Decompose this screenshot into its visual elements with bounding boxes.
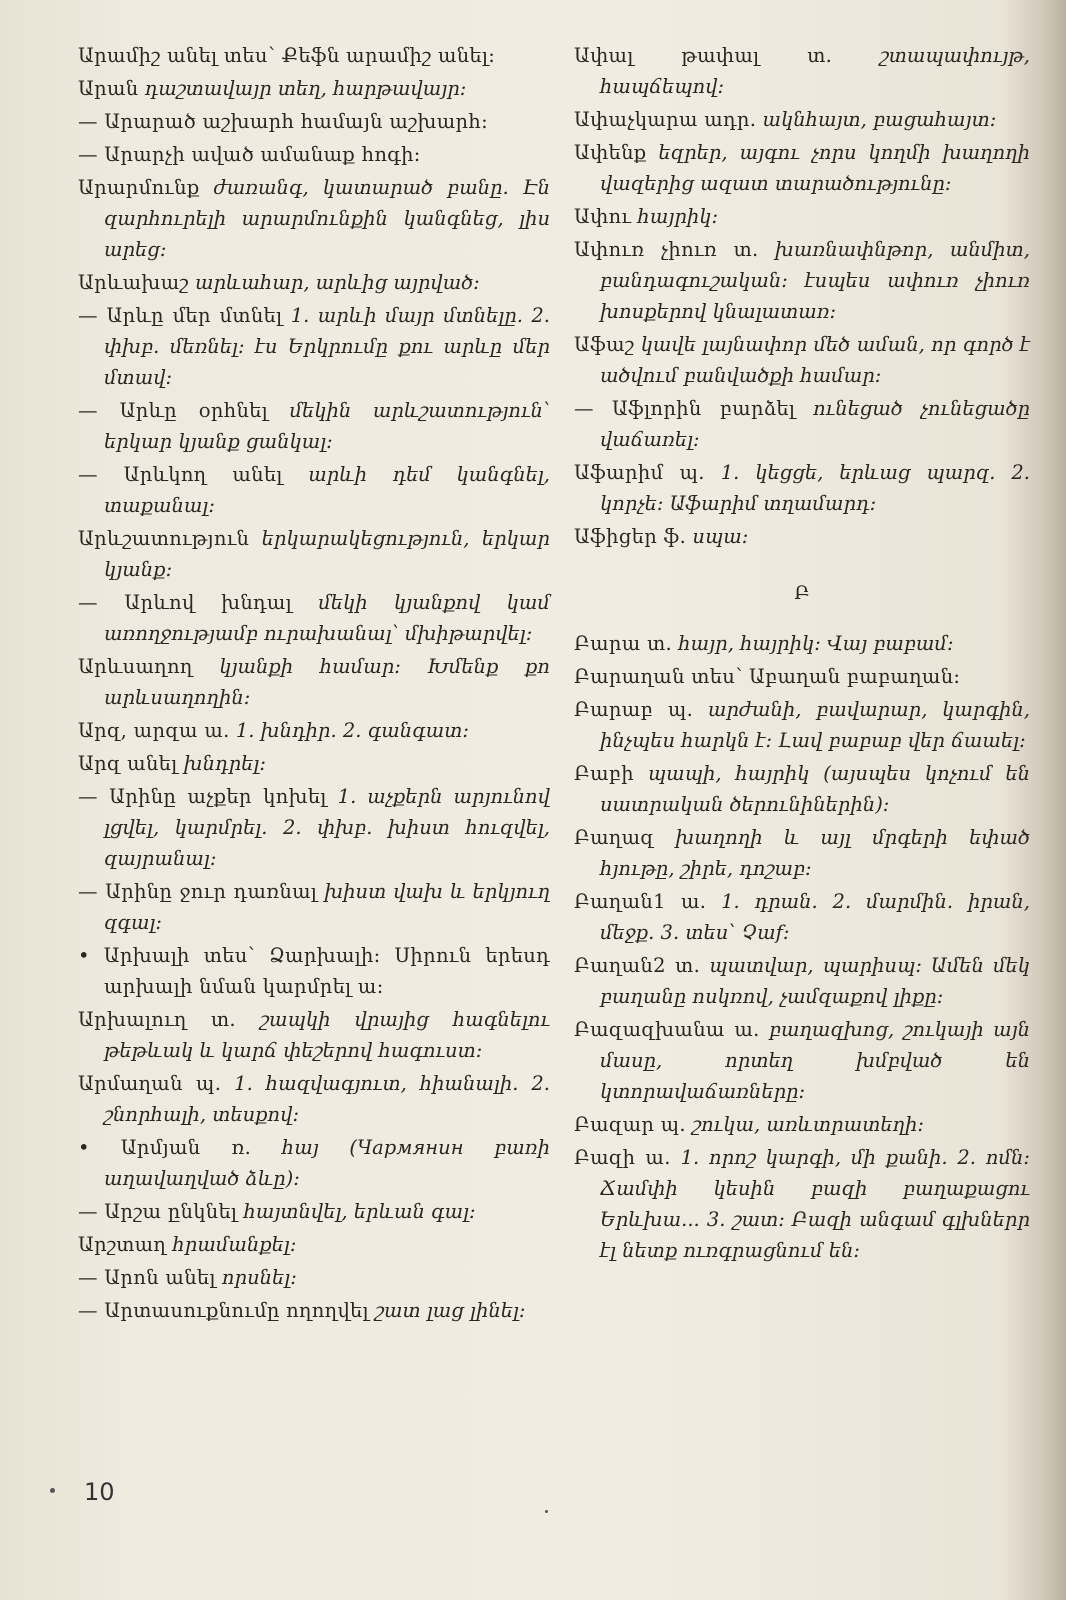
dictionary-entry <box>78 40 550 71</box>
dictionary-entry <box>78 73 550 104</box>
letter-section-heading: Բ <box>794 582 810 604</box>
dictionary-entry <box>574 694 1030 756</box>
dictionary-entry <box>78 651 550 713</box>
entry-definition: 1. խնդիր. 2. գանգատ: <box>235 719 469 742</box>
speck <box>545 1510 548 1513</box>
dictionary-entry <box>574 457 1030 519</box>
dictionary-entry <box>574 1109 1030 1140</box>
entry-headword: — Արինը աչքեր կոխել <box>78 785 327 808</box>
entry-definition: շուկա, առևտրատեղի: <box>692 1113 924 1136</box>
entry-definition: երկարակեցություն, երկար կյանք: <box>104 527 550 581</box>
page-number: 10 <box>84 1478 115 1506</box>
entry-headword: Բարաբ պ. <box>574 698 694 721</box>
dictionary-entry <box>78 1004 550 1066</box>
dictionary-entry <box>78 1229 550 1260</box>
entry-headword: — Արևը մեր մտնել <box>78 304 283 327</box>
entry-headword: Բազի ա. <box>574 1146 671 1169</box>
entry-headword: Բաղազ <box>574 826 655 849</box>
entry-headword: Բազազխանա ա. <box>574 1018 760 1041</box>
entry-definition: 1. հազվագյուտ, հիանալի. 2. շնորհալի, տեսքով: <box>104 1072 550 1126</box>
entry-headword: — Արևով խնդալ <box>78 591 292 614</box>
dictionary-entry <box>574 1014 1030 1107</box>
entry-definition: եզրեր, այգու չորս կողմի խաղողի վազերից ազատ տարածությունը: <box>600 141 1031 195</box>
entry-definition: ունեցած չունեցածը վաճառել: <box>600 397 1030 451</box>
entry-headword: — Արինը ջուր դառնալ <box>78 880 318 903</box>
entry-definition: 1. աչքերն արյունով լցվել, կարմրել. 2. փխբ. խիստ հուզվել, զայրանալ: <box>104 785 550 870</box>
entry-headword: — Աֆլորին բարձել <box>574 397 796 420</box>
dictionary-entry <box>78 715 550 746</box>
dictionary-entry <box>78 1295 550 1326</box>
entry-headword: Բարա տ. <box>574 632 673 655</box>
entry-definition: խիստ վախ և երկյուղ զգալ: <box>104 880 551 934</box>
dictionary-entry <box>574 40 1030 102</box>
entry-definition: մեկին արևշատություն՝ երկար կյանք ցանկալ: <box>104 399 550 453</box>
entry-definition: կավե լայնափոր մեծ աման, որ գործ է ածվում բանվածքի համար: <box>600 333 1030 387</box>
entry-definition: ժառանգ, կատարած բանը. Էն զարհուրելի արարմունքին կանգնեց, լիս արեց: <box>104 176 550 261</box>
entry-headword: — Արտասուքնումը ողողվել <box>78 1299 369 1322</box>
entry-definition: սպա: <box>692 525 749 548</box>
margin-dot <box>50 1488 55 1493</box>
entry-headword: Արևախաշ <box>78 271 189 294</box>
dictionary-entry <box>78 459 550 521</box>
entry-definition: 1. կեցցե, երևաց պարզ. 2. կորչե: Աֆարիմ տղամարդ: <box>600 461 1030 515</box>
dictionary-entry <box>574 521 1030 552</box>
entry-headword: Ափալ թափալ տ. <box>574 44 833 67</box>
dictionary-entry <box>78 748 550 779</box>
dictionary-entry <box>78 1262 550 1293</box>
entry-definition: կյանքի համար: Խմենք քո արևսաղողին: <box>104 655 550 709</box>
dictionary-entry <box>78 395 550 457</box>
entry-definition: մեկի կյանքով կամ առողջությամբ ուրախանալ՝ մխիթարվել: <box>104 591 550 645</box>
entry-definition: արևի դեմ կանգնել, տաքանալ: <box>104 463 550 517</box>
entry-definition: հայր, հայրիկ: Վայ բաբամ: <box>678 632 954 655</box>
entry-definition: արժանի, բավարար, կարգին, ինչպես հարկն է: Լավ բաբաբ վեր ճաաել: <box>600 698 1030 752</box>
entry-definition: 1. արևի մայր մտնելը. 2. փխբ. մեռնել: էս Երկրումը քու արևը մեր մտավ: <box>104 304 550 389</box>
dictionary-entry <box>78 876 550 938</box>
entry-headword: — Արարած աշխարհ համայն աշխարհ: <box>78 110 488 133</box>
dictionary-entry <box>78 1068 550 1130</box>
entry-headword: Բարաղան տես՝ Աբաղան բաբաղան: <box>574 665 961 688</box>
dictionary-entry <box>574 393 1030 455</box>
entry-headword: Արշտաղ <box>78 1233 167 1256</box>
entry-definition: դաշտավայր տեղ, հարթավայր: <box>144 77 467 100</box>
entry-definition: 1. դրան. 2. մարմին. իրան, մեջք. 3. տես՝ Չաf: <box>600 890 1030 944</box>
dictionary-entry <box>78 940 550 1002</box>
entry-headword: Արևշատություն <box>78 527 250 550</box>
entry-headword: Ափաչկարա ադր. <box>574 108 757 131</box>
entry-headword: Ափենք <box>574 141 647 164</box>
entry-headword: Բաբի <box>574 762 634 785</box>
dictionary-entry <box>78 106 550 137</box>
entry-headword: Բաղան1 ա. <box>574 890 707 913</box>
entry-definition: որսնել: <box>221 1266 297 1289</box>
entry-headword: — Արարչի աված ամանաք հոգի: <box>78 143 421 166</box>
entry-headword: Արխալուղ տ. <box>78 1008 236 1031</box>
entry-definition: շապկի վրայից հագնելու թեթևակ և կարճ փեշերով հագուստ: <box>104 1008 550 1062</box>
entry-headword: — Արշա ընկնել <box>78 1200 238 1223</box>
entry-headword: • Արխալի տես՝ Ձարխալի: Սիրուն երեսդ արխալի նման կարմրել ա: <box>78 944 550 998</box>
entry-definition: խառնափնթոր, անմիտ, բանդագուշական: էսպես ափուռ չիուռ խոսքերով կնալատառ: <box>600 238 1030 323</box>
entry-headword: — Արևկող անել <box>78 463 283 486</box>
entry-headword: Արարմունք <box>78 176 200 199</box>
entry-definition: խնդրել: <box>183 752 266 775</box>
entry-headword: Աֆաշ <box>574 333 635 356</box>
entry-headword: Արան <box>78 77 139 100</box>
entry-definition: հայտնվել, երևան գալ: <box>243 1200 476 1223</box>
entry-definition: պապի, հայրիկ (այսպես կոչում են սատրական ծերունիներին): <box>600 762 1030 816</box>
dictionary-entry <box>574 758 1030 820</box>
dictionary-entry <box>574 628 1030 659</box>
entry-definition: հայ (Чармянин բառի աղավաղված ձևը): <box>104 1136 550 1190</box>
entry-headword: Արամիշ անել տես՝ Քեֆն արամիշ անել: <box>78 44 496 67</box>
dictionary-entry <box>574 1142 1030 1266</box>
entry-definition: հայրիկ: <box>637 205 719 228</box>
dictionary-entry <box>78 781 550 874</box>
entry-headword: Աֆարիմ պ. <box>574 461 705 484</box>
entry-definition: 1. որոշ կարգի, մի քանի. 2. ոմն: Ճամփի կեսին բազի բաղաքացու Երևխա... 3. շատ: Բազի անգամ գլխներր էլ նետք ուռգրացնում են: <box>600 1146 1030 1262</box>
dictionary-entry <box>574 886 1030 948</box>
entry-definition: շատ լաց լինել: <box>375 1299 526 1322</box>
dictionary-entry <box>78 1196 550 1227</box>
dictionary-entry <box>78 587 550 649</box>
dictionary-entry <box>574 950 1030 1012</box>
dictionary-entry <box>78 267 550 298</box>
entry-definition: բաղազխոց, շուկայի այն մասը, որտեղ խմբված են կտորավաճառները: <box>600 1018 1030 1103</box>
dictionary-entry <box>78 139 550 170</box>
left-column <box>78 40 550 1328</box>
dictionary-entry <box>78 300 550 393</box>
dictionary-entry <box>574 137 1030 199</box>
entry-headword: Աֆիցեր ֆ. <box>574 525 687 548</box>
dictionary-entry <box>574 661 1030 692</box>
dictionary-entry <box>574 329 1030 391</box>
entry-headword: Բազար պ. <box>574 1113 686 1136</box>
entry-headword: • Արմյան ռ. <box>78 1136 252 1159</box>
entry-headword: Արզ, արզա ա. <box>78 719 230 742</box>
entry-headword: Ափու <box>574 205 632 228</box>
entry-headword: Բաղան2 տ. <box>574 954 701 977</box>
right-column <box>574 40 1030 1268</box>
entry-headword: — Արոն անել <box>78 1266 216 1289</box>
dictionary-entry <box>574 822 1030 884</box>
dictionary-entry <box>78 1132 550 1194</box>
dictionary-entry <box>78 172 550 265</box>
entry-definition: խաղողի և այլ մրգերի եփած հյութը, շիրե, դոշաբ: <box>600 826 1030 880</box>
entry-headword: Արևսաղող <box>78 655 193 678</box>
entry-definition: պատվար, պարիսպ: Ամեն մեկ բաղանը ոսկռով, չամզաքով լիքը: <box>600 954 1030 1008</box>
dictionary-entry <box>574 234 1030 327</box>
entry-definition: շտապափույթ, հապճեպով: <box>600 44 1031 98</box>
entry-headword: Ափուռ չիուռ տ. <box>574 238 759 261</box>
entry-definition: ակնհայտ, բացահայտ: <box>762 108 997 131</box>
entry-headword: Արզ անել <box>78 752 178 775</box>
entry-definition: հրամանքել: <box>172 1233 297 1256</box>
entry-headword: — Արևը օրհնել <box>78 399 268 422</box>
entry-headword: Արմաղան պ. <box>78 1072 222 1095</box>
dictionary-entry <box>574 104 1030 135</box>
dictionary-entry <box>78 523 550 585</box>
entry-definition: արևահար, արևից այրված: <box>195 271 480 294</box>
dictionary-entry <box>574 201 1030 232</box>
